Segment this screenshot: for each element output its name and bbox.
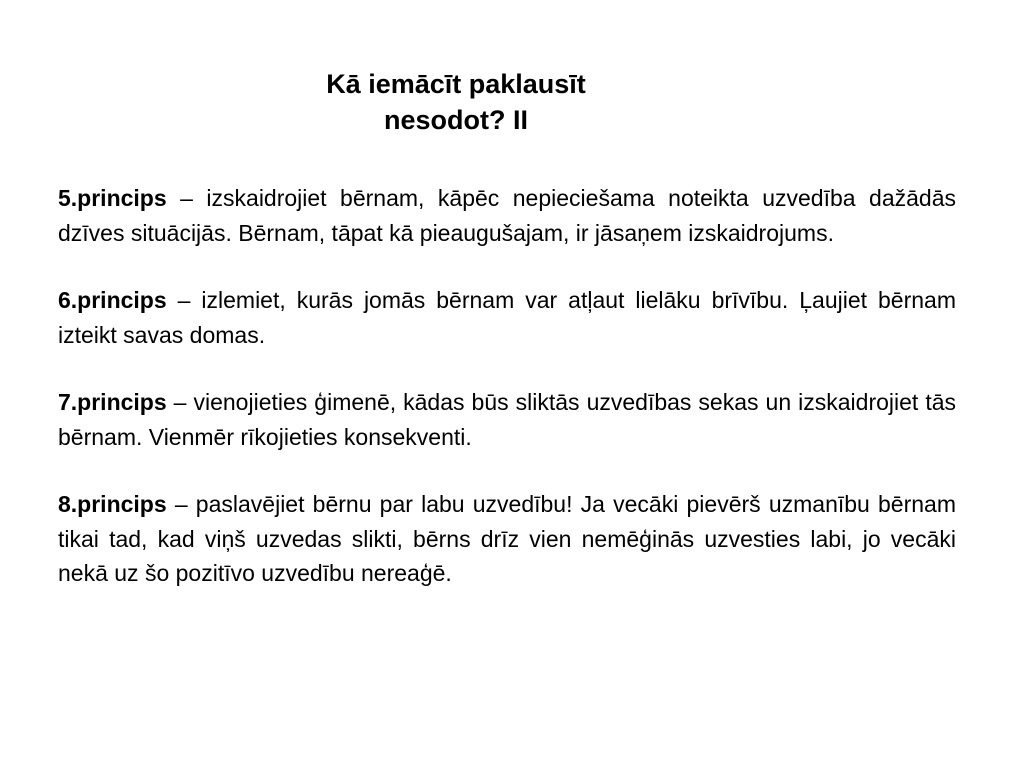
principle-6-label: 6.princips bbox=[58, 287, 167, 313]
principle-5-text: – izskaidrojiet bērnam, kāpēc nepieciešama noteikta uzvedība dažādās dzīves situācijās. Bērnam, tāpat kā pieaugušajam, ir jāsaņem izskaidrojums. bbox=[58, 185, 956, 246]
slide-title-line-2: nesodot? II bbox=[384, 105, 528, 135]
principle-5 bbox=[58, 181, 956, 250]
slide-title-line-1: Kā iemācīt paklausīt bbox=[326, 69, 586, 99]
principle-7-text: – vienojieties ģimenē, kādas būs sliktās uzvedības sekas un izskaidrojiet tās bērnam. Vienmēr rīkojieties konsekventi. bbox=[58, 389, 956, 450]
principle-6 bbox=[58, 283, 956, 352]
principle-5-label: 5.princips bbox=[58, 185, 167, 211]
slide-title bbox=[0, 66, 912, 138]
principle-8-label: 8.princips bbox=[58, 491, 167, 517]
principle-7 bbox=[58, 385, 956, 454]
principle-8-text: – paslavējiet bērnu par labu uzvedību! Ja vecāki pievērš uzmanību bērnam tikai tad, kad viņš uzvedas slikti, bērns drīz vien nemēģinās uzvesties labi, jo vecāki nekā uz šo pozitīvo uzvedību nereaģē. bbox=[58, 491, 956, 586]
principle-7-label: 7.princips bbox=[58, 389, 167, 415]
slide-body bbox=[58, 181, 956, 624]
principle-8 bbox=[58, 487, 956, 591]
principle-6-text: – izlemiet, kurās jomās bērnam var atļaut lielāku brīvību. Ļaujiet bērnam izteikt savas domas. bbox=[58, 287, 956, 348]
